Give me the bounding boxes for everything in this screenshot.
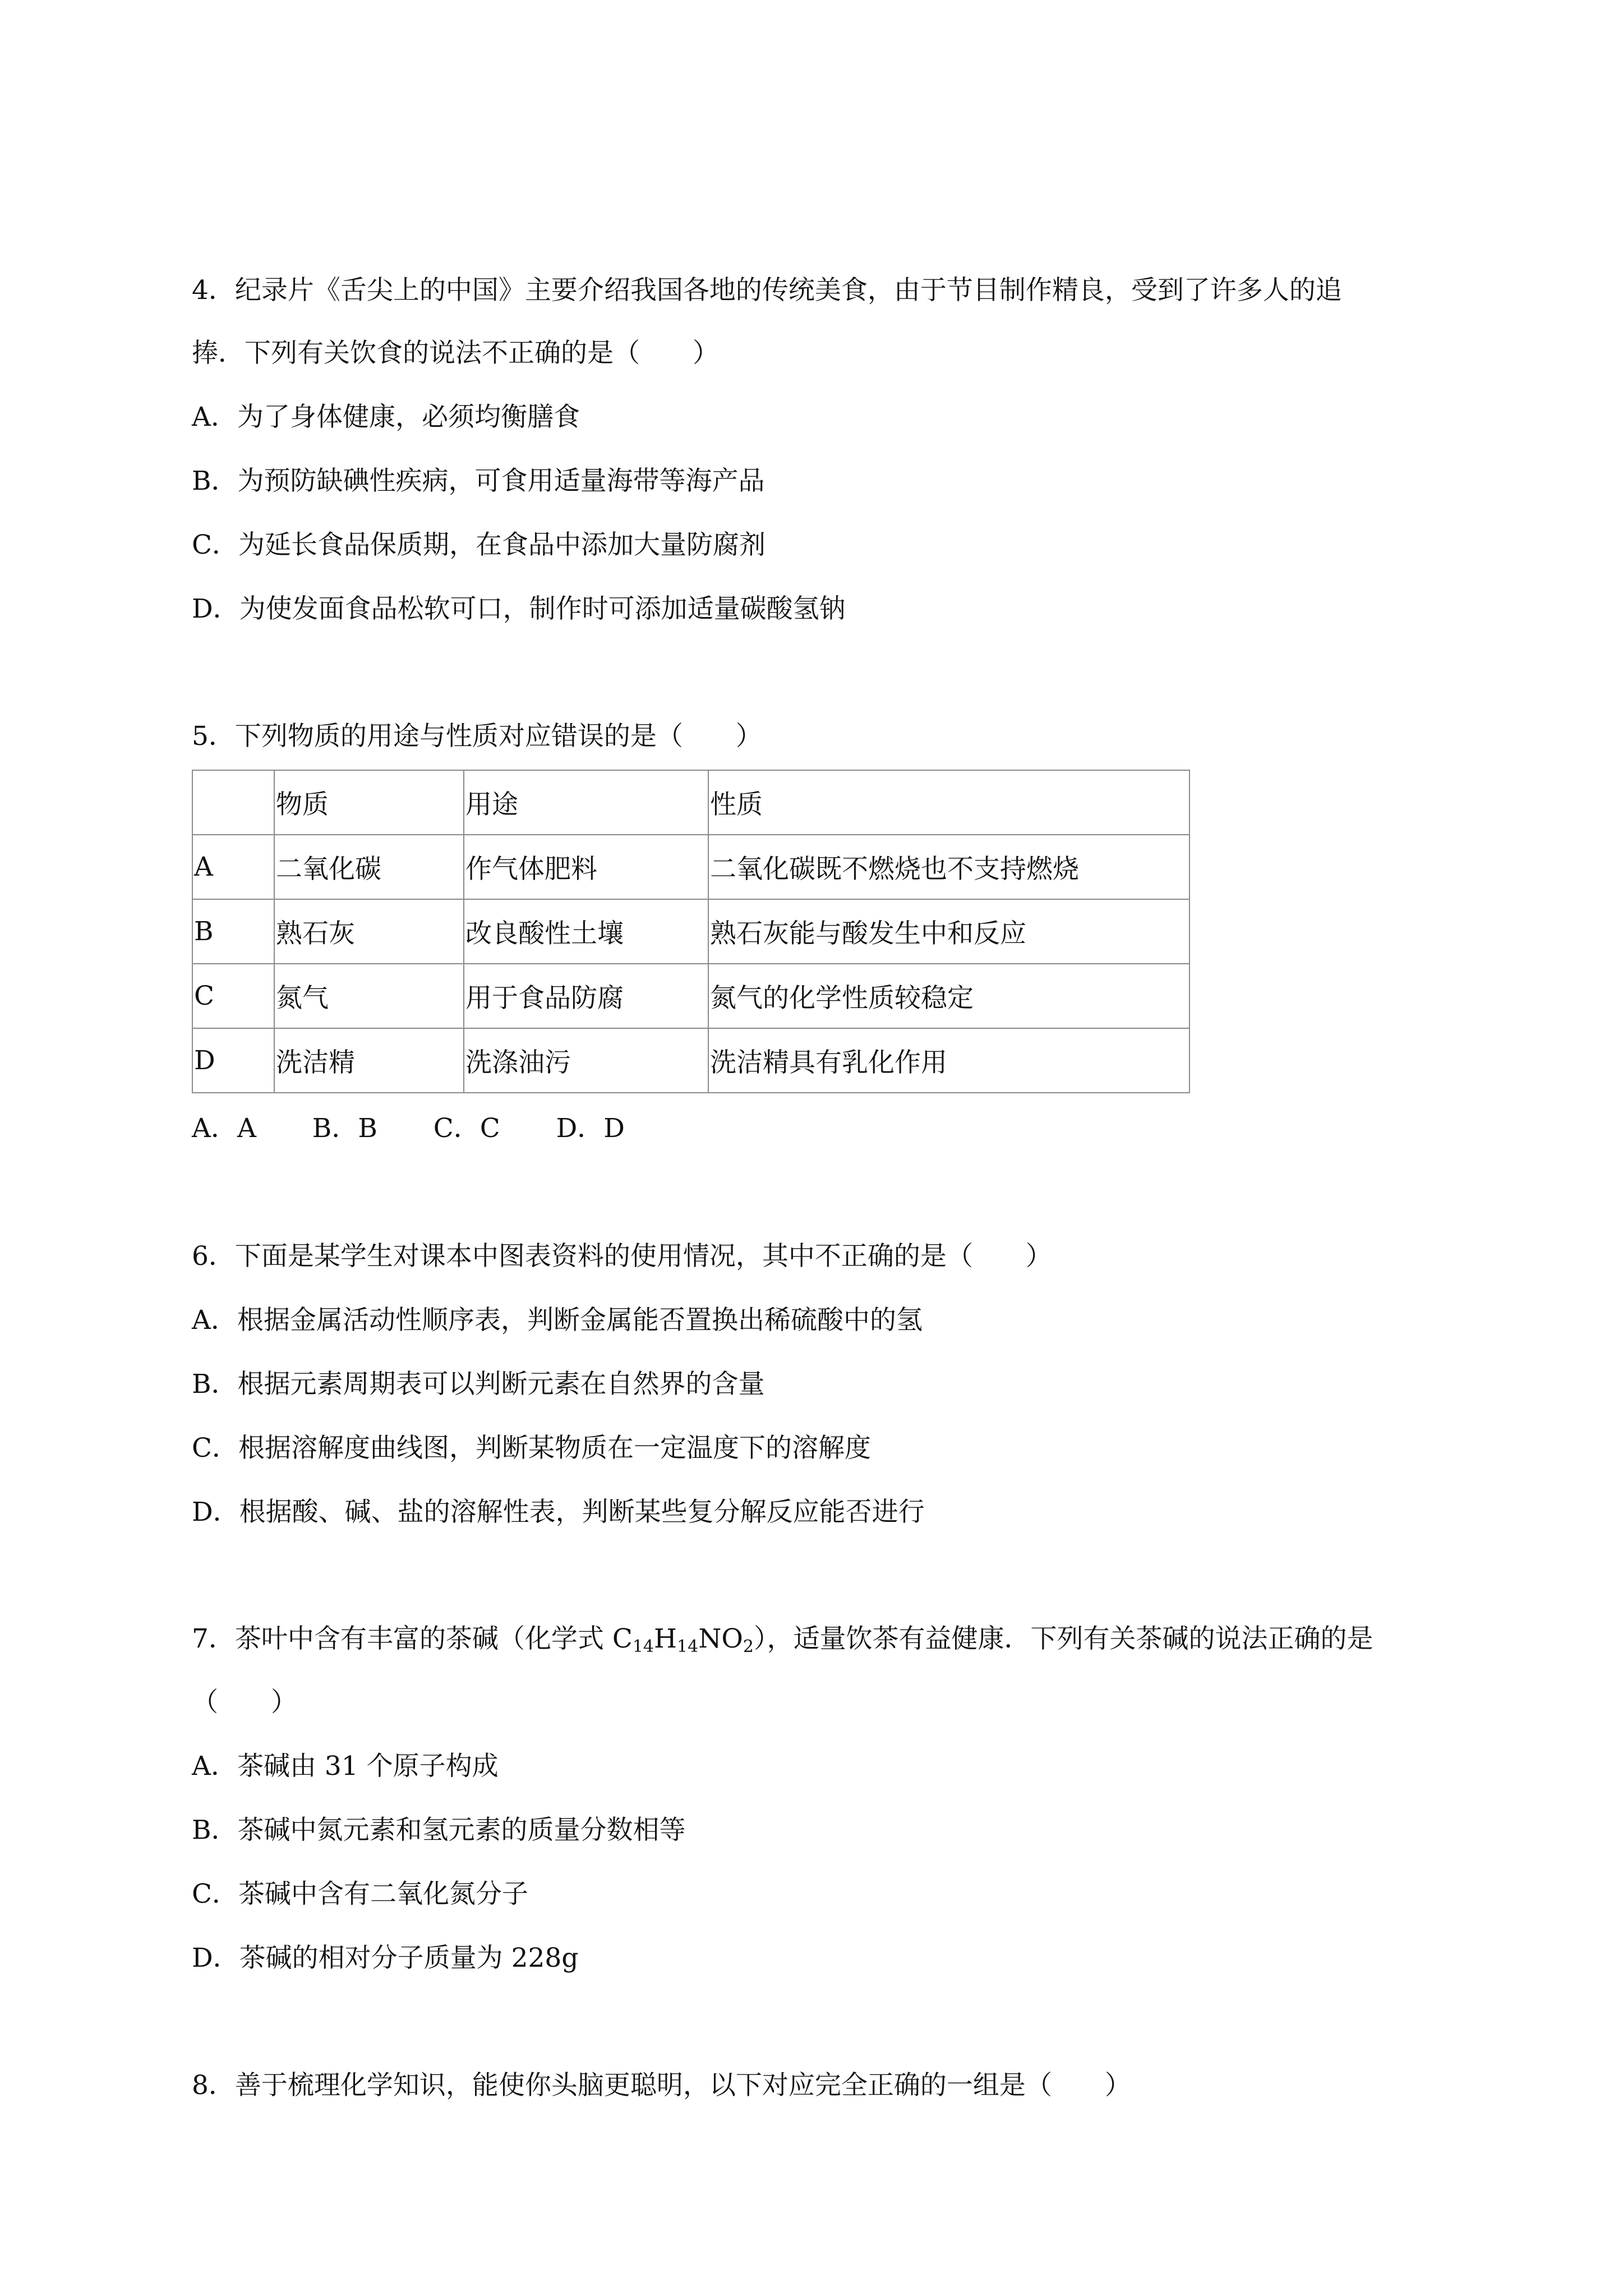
q7-formula-sub-c: 14 (632, 1637, 654, 1657)
table-cell: 洗涤油污 (464, 1028, 708, 1093)
table-row (192, 835, 1189, 899)
q4-option-a: A．为了身体健康，必须均衡膳食 (192, 402, 580, 432)
q8-stem: 8．善于梳理化学知识，能使你头脑更聪明，以下对应完全正确的一组是（ ） (192, 2070, 1131, 2101)
q7-stem-before: 7．茶叶中含有丰富的茶碱（化学式 C (192, 1623, 633, 1654)
table-cell: 氮气 (274, 964, 464, 1028)
table-cell: 熟石灰 (274, 899, 464, 964)
q5-choice-c: C．C (433, 1113, 500, 1144)
q6-option-c: C．根据溶解度曲线图，判断某物质在一定温度下的溶解度 (192, 1433, 871, 1464)
table-cell: D (192, 1028, 274, 1093)
q7-option-d: D．茶碱的相对分子质量为 228g (192, 1943, 579, 1973)
table-row (192, 899, 1189, 964)
q4-option-d: D．为使发面食品松软可口，制作时可添加适量碳酸氢钠 (192, 593, 846, 624)
q7-stem-after: ），适量饮茶有益健康．下列有关茶碱的说法正确的是 (753, 1623, 1373, 1654)
q6-option-a: A．根据金属活动性顺序表，判断金属能否置换出稀硫酸中的氢 (192, 1305, 923, 1336)
table-header-cell: 物质 (274, 770, 464, 835)
q7-option-c: C．茶碱中含有二氧化氮分子 (192, 1879, 528, 1910)
table-header-row (192, 770, 1189, 835)
q4-stem-line1: 4．纪录片《舌尖上的中国》主要介绍我国各地的传统美食，由于节目制作精良，受到了许多人的追 (192, 275, 1342, 306)
table-cell: C (192, 964, 274, 1028)
q7-option-b: B．茶碱中氮元素和氢元素的质量分数相等 (192, 1815, 686, 1846)
q4-stem-line2: 捧．下列有关饮食的说法不正确的是（ ） (192, 338, 719, 369)
table-cell: 氮气的化学性质较稳定 (708, 964, 1189, 1028)
q6-option-d: D．根据酸、碱、盐的溶解性表，判断某些复分解反应能否进行 (192, 1497, 925, 1527)
q5-choices (192, 1112, 625, 1145)
table-cell: A (192, 835, 274, 899)
table-header-cell: 性质 (708, 770, 1189, 835)
q7-option-a: A．茶碱由 31 个原子构成 (192, 1751, 499, 1782)
table-cell: 二氧化碳 (274, 835, 464, 899)
q7-formula-no: NO (698, 1623, 743, 1654)
table-cell: 洗洁精具有乳化作用 (708, 1028, 1189, 1093)
q5-choice-b: B．B (312, 1113, 377, 1144)
q5-choice-a: A．A (192, 1113, 256, 1144)
table-cell: B (192, 899, 274, 964)
q7-stem-line2: （ ） (192, 1687, 297, 1718)
q5-choice-d: D．D (556, 1113, 625, 1144)
table-header-cell: 用途 (464, 770, 708, 835)
q7-formula-sub-o: 2 (743, 1637, 754, 1657)
q4-option-c: C．为延长食品保质期，在食品中添加大量防腐剂 (192, 530, 766, 560)
table-cell: 洗洁精 (274, 1028, 464, 1093)
table-cell: 二氧化碳既不燃烧也不支持燃烧 (708, 835, 1189, 899)
table-row (192, 1028, 1189, 1093)
q5-table (192, 770, 1190, 1093)
q6-stem: 6．下面是某学生对课本中图表资料的使用情况，其中不正确的是（ ） (192, 1241, 1052, 1272)
q7-stem-line1 (192, 1622, 1373, 1656)
q5-stem: 5．下列物质的用途与性质对应错误的是（ ） (192, 721, 762, 752)
q7-formula-sub-h: 14 (677, 1637, 699, 1657)
q6-option-b: B．根据元素周期表可以判断元素在自然界的含量 (192, 1369, 765, 1400)
q7-formula-h: H (654, 1623, 677, 1654)
table-cell: 用于食品防腐 (464, 964, 708, 1028)
table-cell: 作气体肥料 (464, 835, 708, 899)
table-cell: 改良酸性土壤 (464, 899, 708, 964)
table-row (192, 964, 1189, 1028)
q4-option-b: B．为预防缺碘性疾病，可食用适量海带等海产品 (192, 466, 765, 496)
table-cell: 熟石灰能与酸发生中和反应 (708, 899, 1189, 964)
table-header-cell (192, 770, 274, 835)
